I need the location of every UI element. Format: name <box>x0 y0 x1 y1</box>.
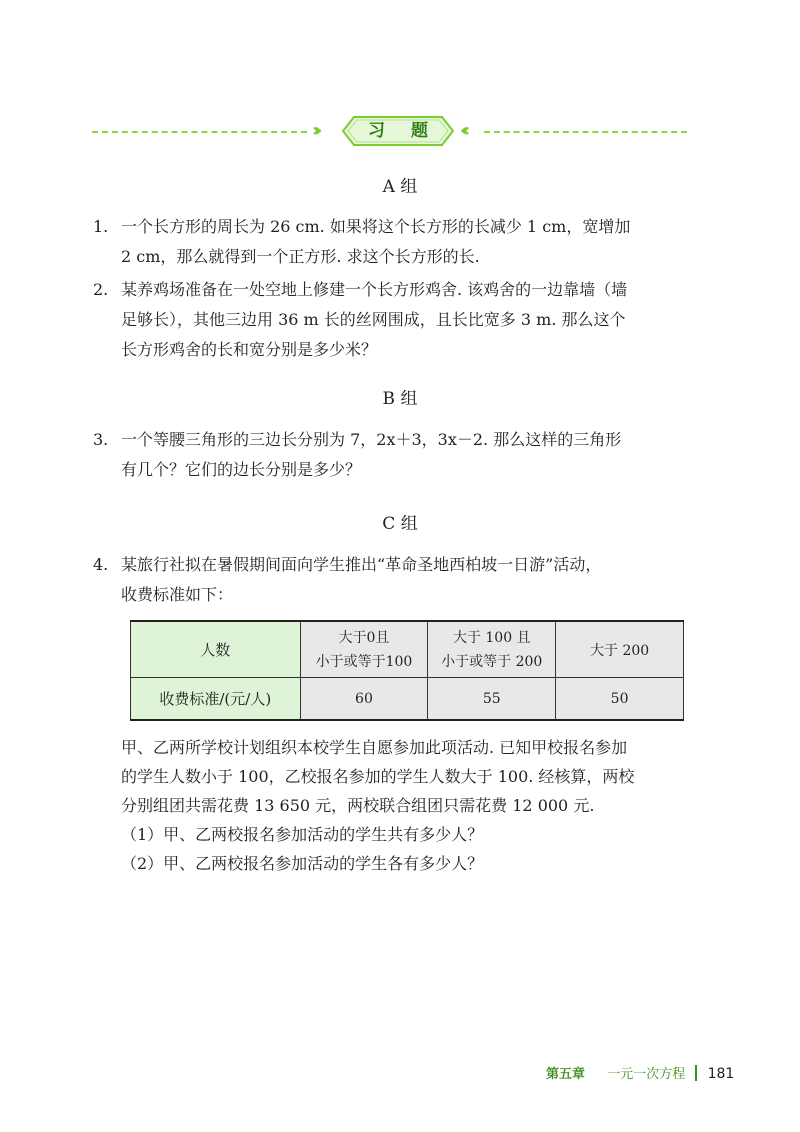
table-fee-value: 55 <box>428 678 556 721</box>
question-number: 4. <box>93 555 109 574</box>
question-line: 足够长），其他三边用 36 m 长的丝网围成，且长比宽多 3 m. 那么这个 <box>121 310 626 329</box>
question-number: 3. <box>93 430 109 449</box>
page-footer <box>546 1063 734 1085</box>
question-line: 一个等腰三角形的三边长分别为 7，2x＋3，3x－2. 那么这样的三角形 <box>121 430 622 449</box>
sub-question: （2）甲、乙两校报名参加活动的学生各有多少人？ <box>121 854 484 873</box>
table-fee-value: 50 <box>556 678 684 721</box>
chapter-label: 第五章 <box>546 1067 586 1082</box>
exercise-title: 习 题 <box>368 121 438 141</box>
table-header-people: 人数 <box>131 621 301 678</box>
banner-dashed-line-left <box>92 131 307 133</box>
question-line: 有几个？它们的边长分别是多少？ <box>121 460 362 479</box>
detail-line: 分别组团共需花费 13 650 元，两校联合组团只需花费 12 000 元. <box>121 796 595 815</box>
question-line: 某旅行社拟在暑假期间面向学生推出“革命圣地西柏坡一日游”活动， <box>121 555 602 574</box>
question-number: 1. <box>93 217 109 236</box>
question-line: 长方形鸡舍的长和宽分别是多少米？ <box>121 340 378 359</box>
question-line: 收费标准如下： <box>121 585 234 604</box>
range-line: 小于或等于100 <box>315 653 413 670</box>
range-line: 大于 100 且 <box>452 629 531 646</box>
banner-dashed-line-right <box>484 131 687 133</box>
double-chevron-right-icon: ››› <box>312 120 317 141</box>
question-line: 2 cm，那么就得到一个正方形. 求这个长方形的长. <box>121 247 480 266</box>
table-fee-value: 60 <box>300 678 428 721</box>
group-b-heading: B 组 <box>382 389 418 409</box>
detail-line: 甲、乙两所学校计划组织本校学生自愿参加此项活动. 已知甲校报名参加 <box>121 738 628 757</box>
question-2 <box>93 275 703 365</box>
detail-line: 的学生人数小于 100，乙校报名参加的学生人数大于 100. 经核算，两校 <box>121 767 635 786</box>
table-col-range-3: 大于 200 <box>556 621 684 678</box>
question-line: 某养鸡场准备在一处空地上修建一个长方形鸡舍. 该鸡舍的一边靠墙（墙 <box>121 280 628 299</box>
question-1 <box>93 212 703 272</box>
question-line: 一个长方形的周长为 26 cm. 如果将这个长方形的长减少 1 cm，宽增加 <box>121 217 631 236</box>
fee-table <box>130 620 684 721</box>
table-col-range-1 <box>300 621 428 678</box>
double-chevron-left-icon: ‹‹‹ <box>460 120 465 141</box>
range-line: 小于或等于 200 <box>441 653 543 670</box>
group-a-heading: A 组 <box>382 177 418 197</box>
question-3 <box>93 425 703 485</box>
footer-separator <box>695 1065 697 1081</box>
page-number: 181 <box>707 1066 735 1082</box>
question-4 <box>93 550 703 610</box>
table-col-range-2 <box>428 621 556 678</box>
group-c-heading: C 组 <box>382 514 418 534</box>
question-4-details <box>121 733 701 878</box>
question-number: 2. <box>93 280 109 299</box>
range-line: 大于0且 <box>338 629 390 646</box>
chapter-title: 一元一次方程 <box>607 1067 686 1082</box>
section-banner <box>92 114 692 150</box>
table-header-fee: 收费标准/(元/人) <box>131 678 301 721</box>
exercise-badge <box>342 116 454 146</box>
sub-question: （1）甲、乙两校报名参加活动的学生共有多少人？ <box>121 825 484 844</box>
